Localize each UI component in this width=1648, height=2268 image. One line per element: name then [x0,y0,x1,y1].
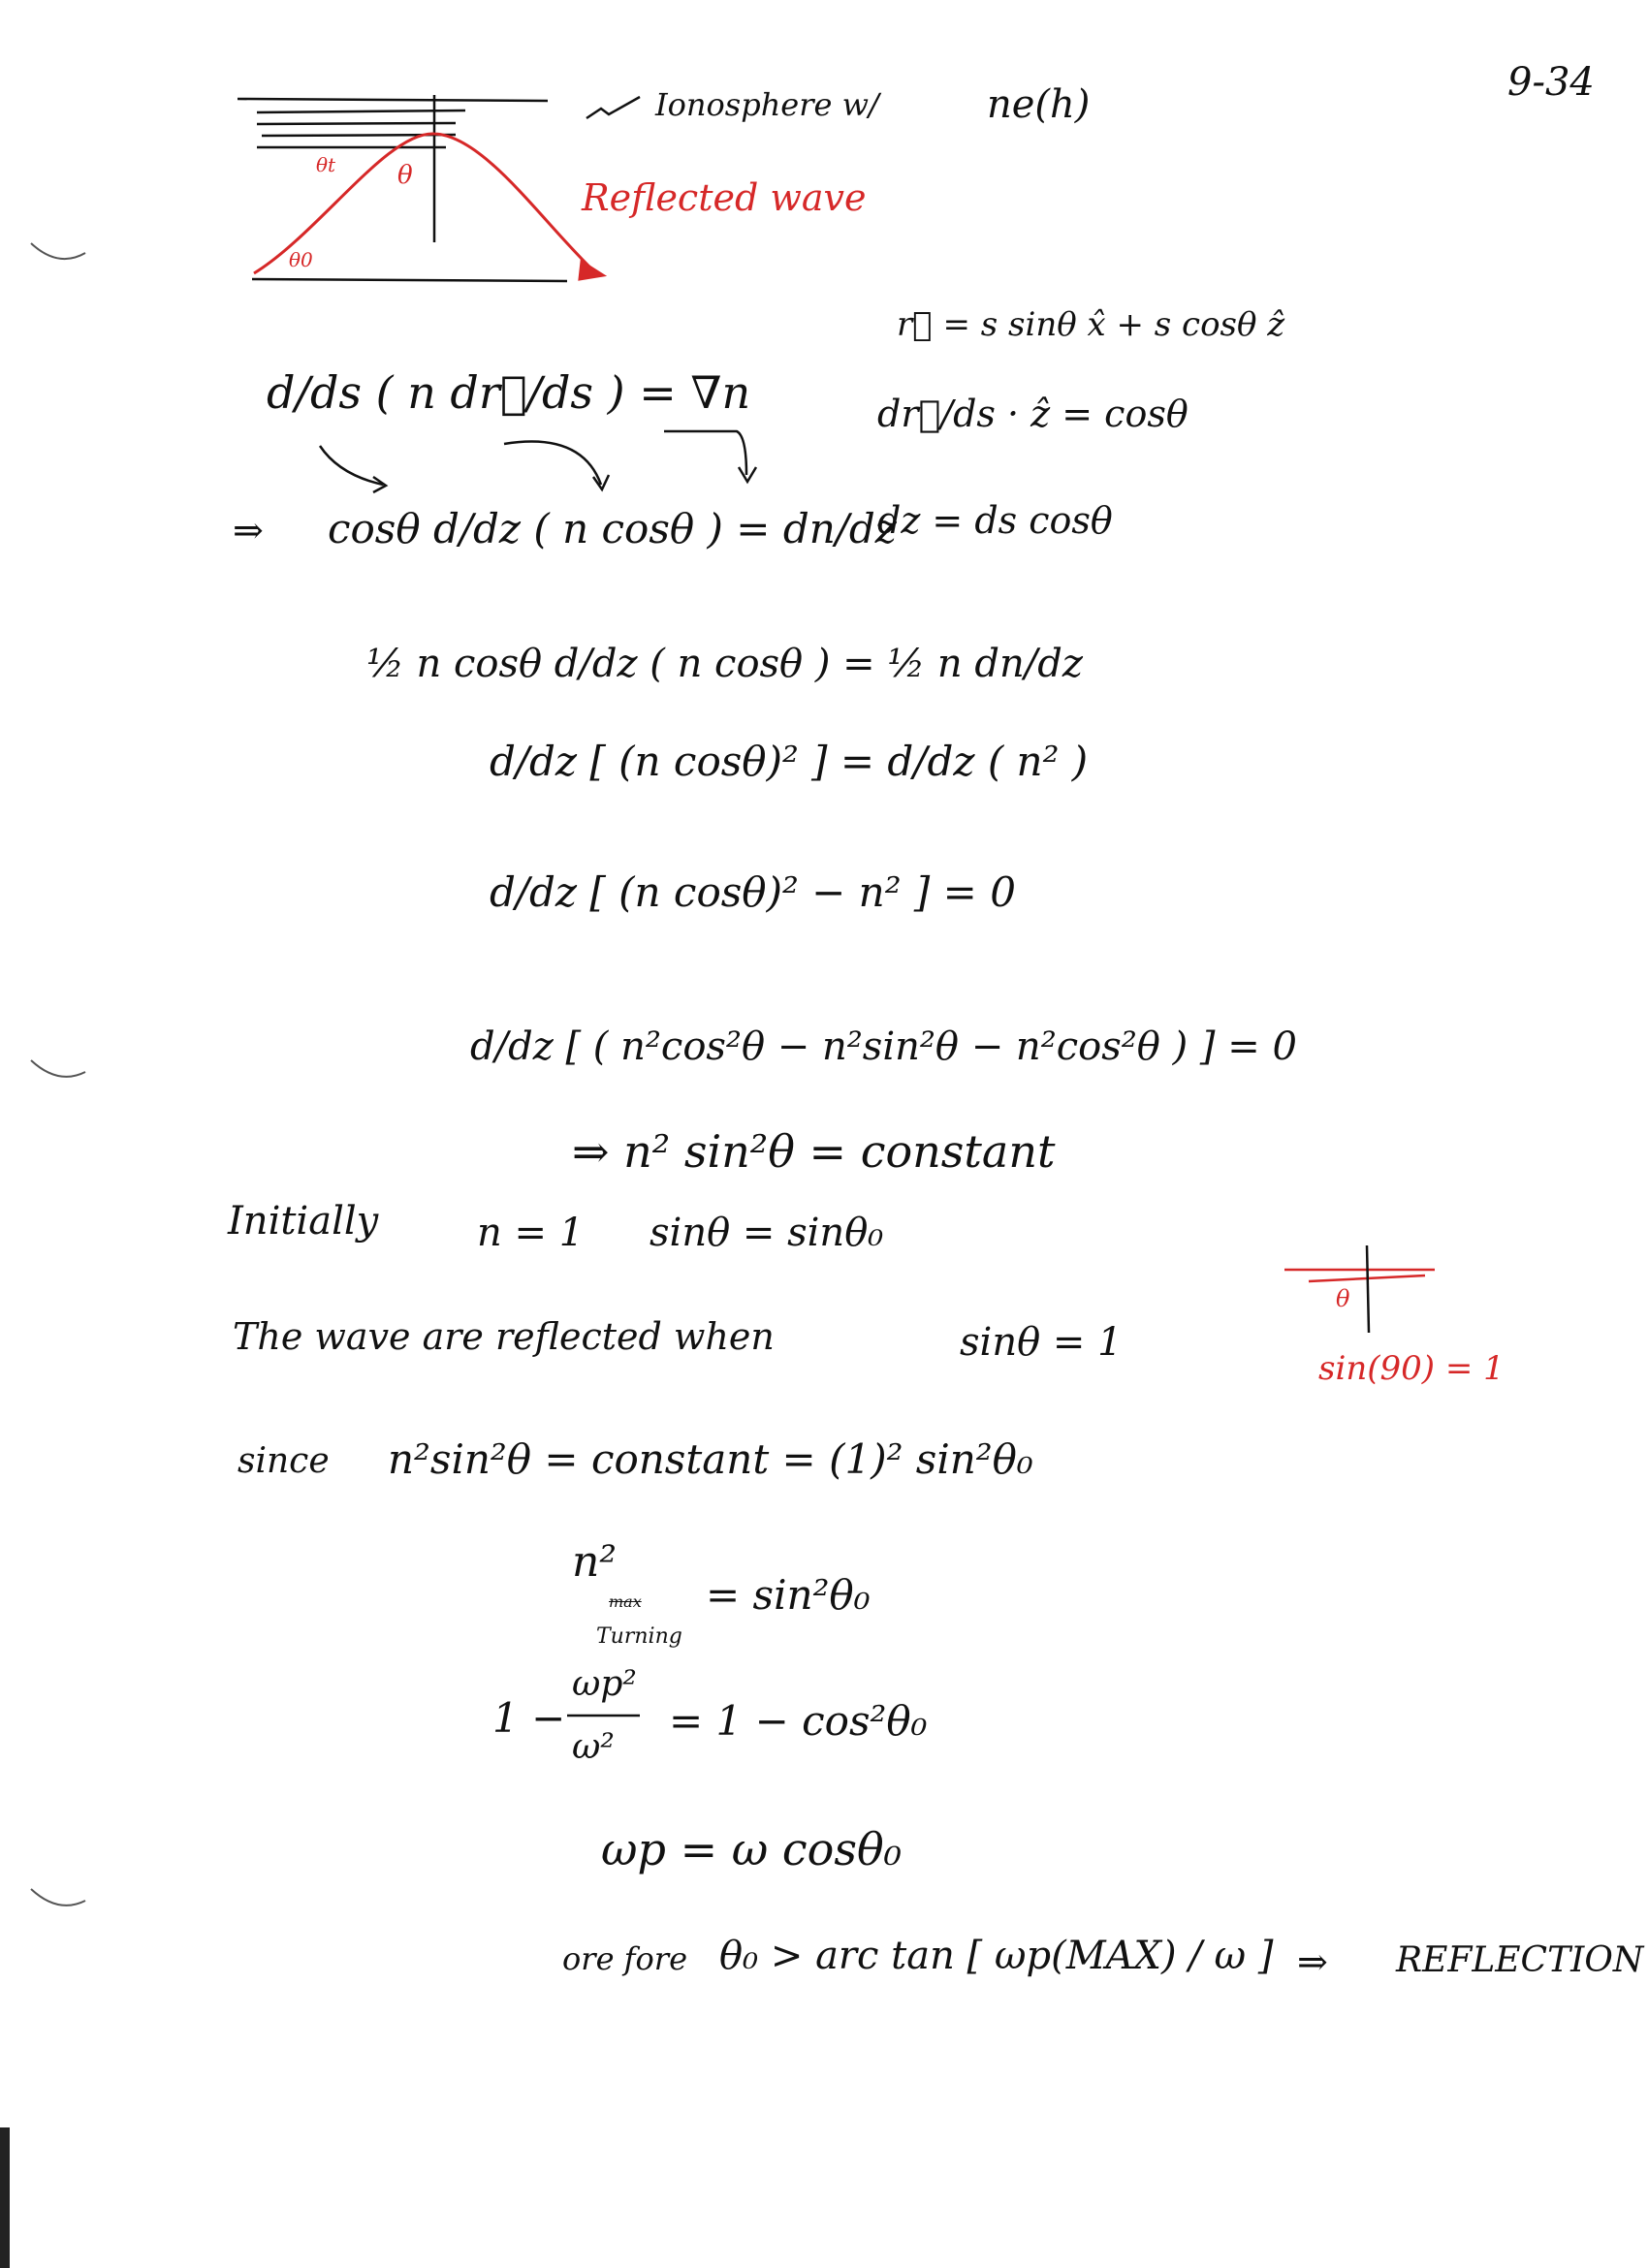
dr-ds-dot-z-eq: dr⃗/ds · ẑ = cosθ [877,393,1188,435]
page-number: 9-34 [1507,60,1595,105]
turning-rhs: = sin²θ₀ [706,1571,871,1619]
binder-hole-bottom [29,1885,87,1914]
eq-snell-constant: ⇒ n² sin²θ = constant [572,1125,1056,1178]
eq-ray-equation: d/ds ( n dr⃗/ds ) = ∇n [267,366,751,419]
angle-label-bottom: θ0 [289,248,313,271]
turning-n-squared: n² [572,1537,617,1587]
plasma-numerator: ωp² [572,1664,637,1704]
turning-subscript: Turning [596,1624,682,1649]
initially-label: Initially [228,1199,379,1244]
eq-half-n-cos: ½ n cosθ d/dz ( n cosθ ) = ½ n dn/dz [366,642,1083,686]
r-vector-eq: r⃗ = s sinθ x̂ + s cosθ ẑ [897,305,1285,344]
wp-equation: ωp = ω cosθ₀ [601,1823,903,1875]
turning-struck-max: max [609,1592,642,1611]
plasma-rhs: = 1 − cos²θ₀ [669,1697,928,1745]
conclusion-condition: θ₀ > arc tan [ ωp(MAX) / ω ] [719,1934,1274,1978]
reflected-wave-label: Reflected wave [582,176,867,219]
conclusion-result: REFLECTION [1396,1940,1644,1980]
eq-cos-derivative: cosθ d/dz ( n cosθ ) = dn/dz [328,505,897,552]
eq-expanded: d/dz [ ( n²cos²θ − n²sin²θ − n²cos²θ ) ] = 0 [470,1024,1297,1069]
eq-difference-zero: d/dz [ (n cosθ)² − n² ] = 0 [490,868,1016,916]
dz-relation-eq: dz = ds cosθ [877,499,1113,542]
initial-sin: sinθ = sinθ₀ [650,1211,884,1255]
angle-label-top: θt [316,153,336,176]
plasma-one-minus: 1 − [492,1694,566,1742]
plasma-denominator: ω² [572,1727,615,1767]
density-label: ne(h) [987,82,1091,127]
ionosphere-label: Ionosphere w/ [655,86,879,123]
since-equation: n²sin²θ = constant = (1)² sin²θ₀ [388,1435,1033,1483]
eq-arrow-prefix: ⇒ [233,509,264,551]
side-note-formula: sin(90) = 1 [1318,1349,1505,1388]
reflection-condition: sinθ = 1 [960,1320,1123,1365]
eq-square-derivative: d/dz [ (n cosθ)² ] = d/dz ( n² ) [490,738,1089,785]
conclusion-prefix: ore fore [562,1940,688,1977]
reflection-condition-text: The wave are reflected when [233,1315,775,1358]
initial-n: n = 1 [477,1211,585,1255]
side-note-theta: θ [1336,1285,1350,1312]
theta-symbol: θ [397,161,413,190]
since-label: since [238,1441,330,1481]
conclusion-arrow: ⇒ [1297,1940,1328,1983]
scan-edge [0,2127,10,2268]
